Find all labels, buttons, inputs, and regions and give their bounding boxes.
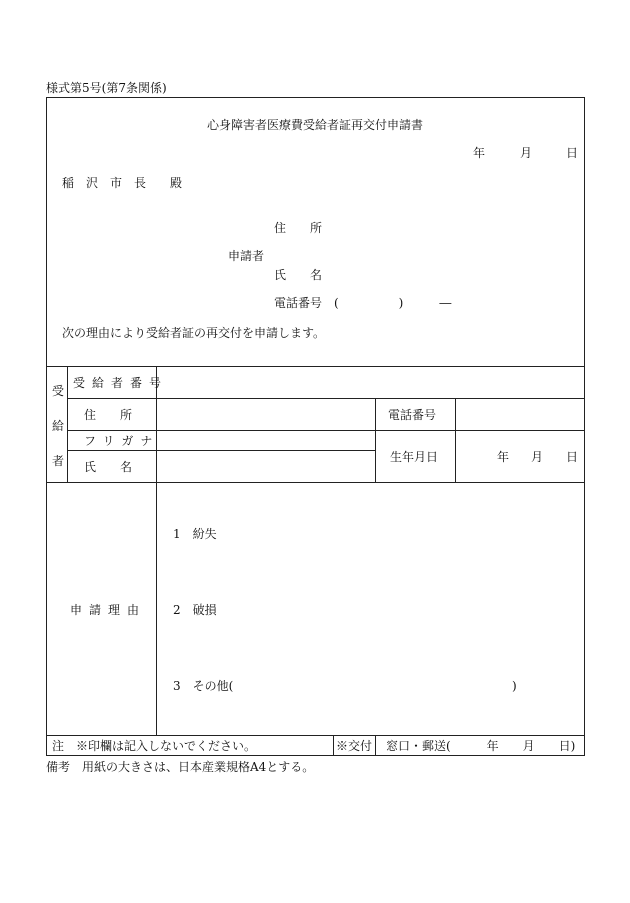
applicant-label: 申請者 bbox=[228, 249, 265, 263]
applicant-address-label: 住 所 bbox=[274, 221, 323, 235]
date-year: 年 bbox=[473, 146, 486, 160]
vline-side bbox=[67, 366, 68, 482]
form-frame bbox=[46, 97, 585, 756]
reason-item-1: 1 紛失 bbox=[173, 527, 217, 541]
reason-label: 申請理由 bbox=[70, 603, 147, 617]
vline-right bbox=[455, 398, 456, 482]
recipient-number-label: 受給者番号 bbox=[73, 376, 169, 390]
divider-recipient bbox=[46, 482, 585, 483]
vline-footer-2 bbox=[375, 735, 376, 756]
recipient-name-label: 氏 名 bbox=[84, 460, 133, 474]
document-title: 心身障害者医療費受給者証再交付申請書 bbox=[206, 118, 423, 132]
reason-item-3-close: ) bbox=[512, 679, 517, 693]
date-month: 月 bbox=[520, 146, 533, 160]
vline-footer-1 bbox=[333, 735, 334, 756]
birth-year: 年 bbox=[497, 450, 510, 464]
side-char-3: 者 bbox=[51, 454, 64, 468]
reason-item-3: 3 その他( bbox=[173, 679, 234, 693]
side-char-1: 受 bbox=[51, 384, 64, 398]
applicant-phone-label: 電話番号 ( ) ― bbox=[274, 296, 452, 310]
divider-applicant bbox=[46, 366, 585, 367]
birth-day: 日 bbox=[566, 450, 579, 464]
footer-delivery-label: ※交付 bbox=[336, 739, 373, 753]
footer-note: 注 ※印欄は記入しないでください。 bbox=[52, 739, 257, 753]
addressee: 稲 沢 市 長 殿 bbox=[62, 176, 183, 190]
applicant-name-label: 氏 名 bbox=[274, 268, 323, 282]
birth-month: 月 bbox=[531, 450, 544, 464]
divider-row-1 bbox=[67, 398, 585, 399]
recipient-address-label: 住 所 bbox=[84, 408, 133, 422]
request-text: 次の理由により受給者証の再交付を申請します。 bbox=[62, 326, 326, 340]
date-day: 日 bbox=[566, 146, 579, 160]
remark: 備考 用紙の大きさは、日本産業規格A4とする。 bbox=[46, 760, 315, 774]
recipient-furigana-label: フリガナ bbox=[84, 434, 160, 448]
divider-row-2 bbox=[67, 430, 585, 431]
form-number: 様式第5号(第7条関係) bbox=[46, 81, 167, 95]
divider-footer bbox=[46, 735, 585, 736]
vline-label bbox=[156, 366, 157, 735]
footer-delivery-text: 窓口・郵送( 年 月 日) bbox=[386, 739, 576, 753]
vline-mid bbox=[375, 398, 376, 482]
reason-item-2: 2 破損 bbox=[173, 603, 217, 617]
side-char-2: 給 bbox=[51, 419, 64, 433]
recipient-phone-label: 電話番号 bbox=[388, 408, 437, 422]
recipient-birthdate-label: 生年月日 bbox=[390, 450, 439, 464]
divider-row-3 bbox=[67, 450, 375, 451]
